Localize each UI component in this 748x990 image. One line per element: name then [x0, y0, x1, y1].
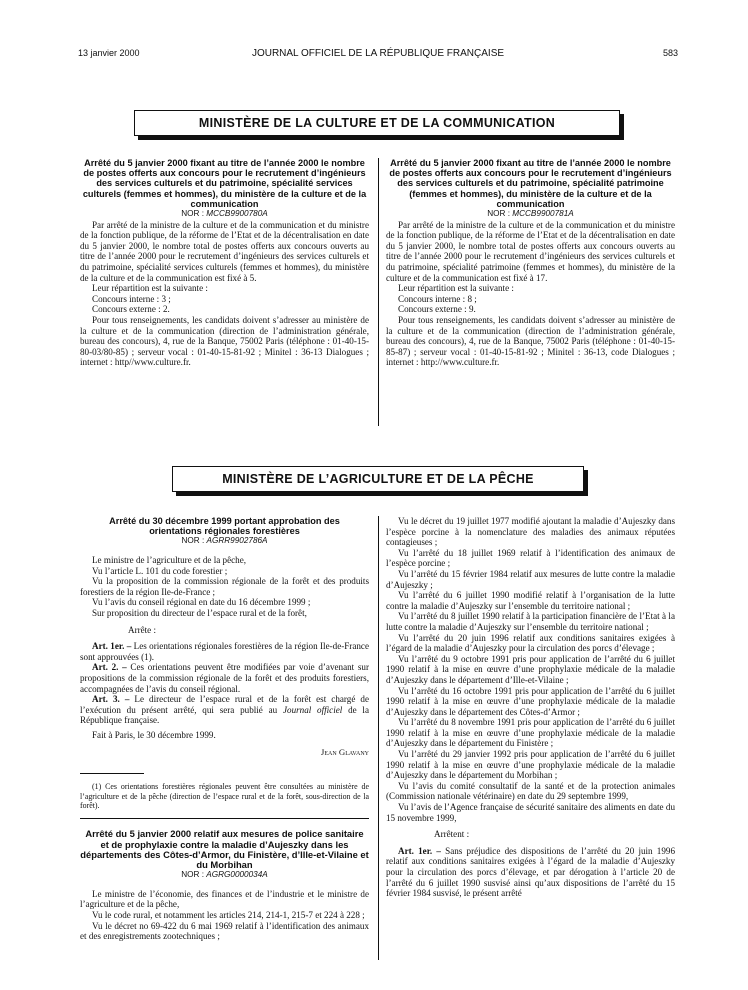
decree-title: Arrêté du 5 janvier 2000 relatif aux mesures de police sanitaire et de prophylaxie contre la maladie d’Aujeszky dans les départements des Côtes-d’Armor, du Finistère, d’Ille-et-Vilaine et du Morbihan [80, 828, 369, 870]
preamble-line: Vu l’avis du comité consultatif de la santé et de la protection animales (Commission nationale vétérinaire) en date du 29 septembre 1999, [386, 780, 675, 802]
preamble-line: Vu l’arrêté du 20 juin 1996 relatif aux conditions sanitaires exigées à l’égard de la maladie d’Aujeszky pour la circulation des porcs d’élevage ; [386, 632, 675, 654]
nor-reference: NOR : AGRG0000034A [181, 870, 268, 880]
footnote-rule [80, 773, 144, 774]
preamble-line: Vu l’arrêté du 6 juillet 1990 modifié relatif à l’organisation de la lutte contre la maladie d’Aujeszky sur l’ensemble du territoire national ; [386, 590, 675, 611]
decree-body: Concours externe : 9. [398, 304, 476, 315]
decree-body: Pour tous renseignements, les candidats doivent s’adresser au ministère de la culture et de la communication (direction de l’administration générale, bureau des concours), 4, rue de la Banque, 75002 Paris (téléphone : 01-40-15-80-03/80-85) ; serveur vocal : 01-40-15-81-92 ; Minitel : 36-13 Dialogues ; internet : http//www.culture.fr. [80, 314, 369, 368]
separator [80, 818, 369, 819]
preamble-line: Vu l’arrêté du 29 janvier 1992 pris pour application de l’arrêté du 6 juillet 1990 relatif à la mise en œuvre d’une prophylaxie médicale de la maladie d’Aujeszky dans le département du Morbihan ; [386, 749, 675, 781]
signature-name: Jean Glavany [320, 746, 369, 757]
preamble-line: Vu le décret du 19 juillet 1977 modifié ajoutant la maladie d’Aujeszky dans l’espèce porcine à la nomenclature des maladies des animaux réputées contagieuses ; [386, 516, 675, 548]
nor-reference: NOR : MCCB9900781A [487, 209, 574, 219]
nor-reference: NOR : AGRR9902786A [181, 536, 268, 546]
decree-title: Arrêté du 30 décembre 1999 portant approbation des orientations régionales forestières [109, 516, 340, 537]
decree-body: Leur répartition est la suivante : [92, 283, 208, 294]
culture-decree-2 [386, 158, 675, 368]
preamble-line: Vu l’avis du conseil régional en date du 16 décembre 1999 ; [92, 597, 311, 608]
header-date: 13 janvier 2000 [78, 48, 140, 58]
preamble-line: Le ministre de l’agriculture et de la pêche, [92, 555, 247, 565]
journal-title: JOURNAL OFFICIEL DE LA RÉPUBLIQUE FRANÇAISE [251, 48, 505, 59]
preamble-line: Vu l’arrêté du 18 juillet 1969 relatif à l’identification des animaux de l’espèce porcine ; [386, 547, 675, 569]
page-header [78, 48, 678, 62]
footnote: (1) Ces orientations forestières régionales peuvent être consultées au ministère de l’agriculture et de la pêche (direction de l’espace rural et de la forêt, sous-direction de la forêt). [80, 782, 369, 810]
article-3: Art. 3. – Le directeur de l’espace rural et de la forêt est chargé de l’exécution du présent arrêté, qui sera publié au Journal officiel de la République française. [80, 694, 369, 726]
preamble-line: Vu l’arrêté du 8 novembre 1991 pris pour application de l’arrêté du 6 juillet 1990 relatif à la mise en œuvre d’une prophylaxie médicale de la maladie d’Aujeszky dans le département du Finistère ; [386, 717, 675, 749]
preamble-line: Le ministre de l’économie, des finances et de l’industrie et le ministre de l’agriculture et de la pêche, [80, 888, 369, 910]
preamble-line: Vu l’arrêté du 16 octobre 1991 pris pour application de l’arrêté du 6 juillet 1990 relatif à la mise en œuvre d’une prophylaxie médicale de la maladie d’Aujeszky dans le département des Côtes-d’Armor ; [386, 685, 675, 717]
nor-reference: NOR : MCCB9900780A [181, 209, 268, 219]
preamble-line: Vu l’arrêté du 8 juillet 1990 relatif à la participation financière de l’Etat à la lutte contre la maladie d’Aujeszky sur l’ensemble du territoire national ; [386, 611, 675, 632]
decree-title: Arrêté du 5 janvier 2000 fixant au titre de l’année 2000 le nombre de postes offerts aux concours pour le recrutement d’ingénieurs des services culturels et du patrimoine, spécialité patrimoine (femmes et hommes), du ministère de la culture et de la communication [389, 158, 672, 209]
signature-date: Fait à Paris, le 30 décembre 1999. [92, 729, 216, 740]
article-1: Art. 1er. – Sans préjudice des dispositions de l’arrêté du 20 juin 1996 relatif aux conditions sanitaires exigées à l’égard de la maladie d’Aujeszky pour la circulation des porcs d’élevage, et par dérogation à l’article 20 de l’arrêté du 6 juillet 1990 susvisé ainsi qu’aux dispositions de l’arrêté du 15 février 1984 susvisé, le présent arrêté [386, 845, 675, 899]
decree-title: Arrêté du 5 janvier 2000 fixant au titre de l’année 2000 le nombre de postes offerts aux concours pour le recrutement d’ingénieurs des services culturels et du patrimoine, spécialité services culturels (femmes et hommes), du ministère de la culture et de la communication [82, 158, 367, 209]
decree-body: Concours interne : 8 ; [398, 293, 477, 304]
column-divider [378, 516, 379, 960]
decree-body: Par arrêté de la ministre de la culture et de la communication et du ministre de la fonction publique, de la réforme de l’Etat et de la décentralisation en date du 5 janvier 2000, le nombre total de postes offerts aux concours ouverts au titre de l’année 2000 pour le recrutement d’ingénieurs des services culturels et du patrimoine, spécialité patrimoine (femmes et hommes), du ministère de la culture et de la communication est fixé à 17. [386, 219, 675, 283]
decree-body: Par arrêté de la ministre de la culture et de la communication et du ministre de la fonction publique, de la réforme de l’Etat et de la décentralisation en date du 5 janvier 2000, le nombre total de postes offerts aux concours ouverts au titre de l’année 2000 pour le recrutement d’ingénieurs des services culturels et du patrimoine, spécialité services culturels (femmes et hommes), du ministère de la culture et de la communication est fixé à 5. [80, 219, 369, 283]
decree-body: Pour tous renseignements, les candidats doivent s’adresser au ministère de la culture et de la communication (direction de l’administration générale, bureau des concours), 4, rue de la Banque, 75002 Paris (téléphone : 01-40-15-85-87) ; serveur vocal : 01-40-15-81-92 ; Minitel : 36-13, code Dialogues ; internet : http://www.culture.fr. [386, 314, 675, 368]
preamble-line: Vu l’avis de l’Agence française de sécurité sanitaire des aliments en date du 15 novembre 1999, [386, 802, 675, 823]
agriculture-right-column [386, 516, 675, 899]
preamble-line: Vu le décret no 69-422 du 6 mai 1969 relatif à l’identification des animaux et des enregistrements zootechniques ; [80, 920, 369, 942]
column-divider [378, 158, 379, 426]
culture-decree-1 [80, 158, 369, 368]
decree-body: Leur répartition est la suivante : [398, 283, 514, 294]
arrete-label: Arrête : [128, 624, 157, 635]
article-1: Art. 1er. – Les orientations régionales forestières de la région Ile-de-France sont approuvées (1). [80, 641, 369, 662]
arretent-label: Arrêtent : [434, 829, 470, 840]
preamble-line: Vu l’arrêté du 9 octobre 1991 pris pour application de l’arrêté du 6 juillet 1990 relatif à la mise en œuvre d’une prophylaxie médicale de la maladie d’Aujeszky dans le département d’Ille-et-Vilaine ; [386, 653, 675, 685]
article-2: Art. 2. – Ces orientations peuvent être modifiées par voie d’avenant sur propositions de la commission régionale de la forêt et des produits forestiers, accompagnées de l’avis du conseil régional. [80, 662, 369, 694]
preamble-line: Vu l’arrêté du 15 février 1984 relatif aux mesures de lutte contre la maladie d’Aujeszky ; [386, 568, 675, 590]
preamble-line: Sur proposition du directeur de l’espace rural et de la forêt, [92, 607, 307, 618]
preamble-line: Vu le code rural, et notamment les articles 214, 214-1, 215-7 et 224 à 228 ; [92, 909, 365, 920]
preamble-line: Vu la proposition de la commission régionale de la forêt et des produits forestiers de la région Ile-de-France ; [80, 576, 369, 597]
section-heading-agriculture: MINISTÈRE DE L’AGRICULTURE ET DE LA PÊCHE [172, 466, 584, 492]
decree-body: Concours interne : 3 ; [92, 293, 171, 304]
section-heading-culture: MINISTÈRE DE LA CULTURE ET DE LA COMMUNICATION [134, 110, 620, 136]
preamble-line: Vu l’article L. 101 du code forestier ; [92, 565, 228, 576]
page-number: 583 [662, 48, 678, 58]
decree-body: Concours externe : 2. [92, 304, 170, 315]
agriculture-left-column [80, 516, 369, 942]
